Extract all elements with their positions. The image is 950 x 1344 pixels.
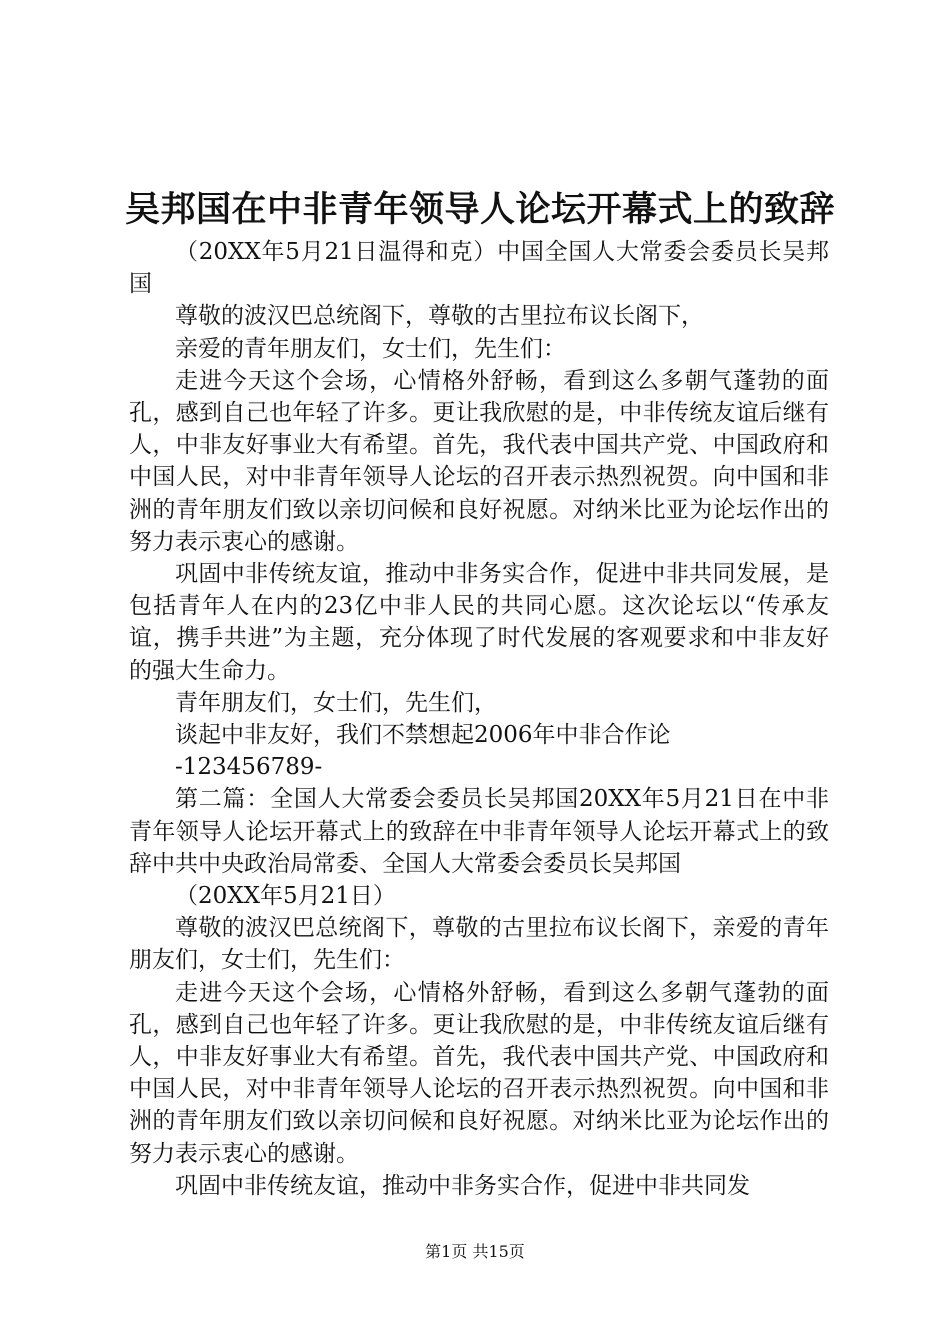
document-body: [129, 236, 829, 1202]
paragraph-second-opening: 走进今天这个会场，心情格外舒畅，看到这么多朝气蓬勃的面孔，感到自己也年轻了许多。更让我欣慰的是，中非传统友谊后继有人，中非友好事业大有希望。首先，我代表中国共产党、中国政府和中国人民，对中非青年领导人论坛的召开表示热烈祝贺。向中国和非洲的青年朋友们致以亲切问候和良好祝愿。对纳米比亚为论坛作出的努力表示衷心的感谢。: [129, 979, 829, 1167]
paragraph-salutation-2: 亲爱的青年朋友们，女士们，先生们：: [175, 335, 566, 362]
paragraph-number-line: -123456789-: [175, 754, 323, 781]
paragraph-address: 青年朋友们，女士们，先生们，: [175, 689, 497, 716]
paragraph-forum: 谈起中非友好，我们不禁想起2006年中非合作论: [175, 722, 671, 749]
paragraph-friendship: 巩固中非传统友谊，推动中非务实合作，促进中非共同发展，是包括青年人在内的23亿中非人民的共同心愿。这次论坛以“传承友谊，携手共进”为主题，充分体现了时代发展的客观要求和中非友好的强大生命力。: [129, 561, 829, 684]
paragraph-second-heading: 第二篇：全国人大常委会委员长吴邦国20XX年5月21日在中非青年领导人论坛开幕式上的致辞在中非青年领导人论坛开幕式上的致辞中共中央政治局常委、全国人大常委会委员长吴邦国: [129, 786, 829, 877]
paragraph-salutation-1: 尊敬的波汉巴总统阁下，尊敬的古里拉布议长阁下，: [175, 303, 704, 330]
paragraph-dateline: （20XX年5月21日温得和克）中国全国人大常委会委员长吴邦国: [129, 239, 829, 298]
paragraph-opening: 走进今天这个会场，心情格外舒畅，看到这么多朝气蓬勃的面孔，感到自己也年轻了许多。更让我欣慰的是，中非传统友谊后继有人，中非友好事业大有希望。首先，我代表中国共产党、中国政府和中国人民，对中非青年领导人论坛的召开表示热烈祝贺。向中国和非洲的青年朋友们致以亲切问候和良好祝愿。对纳米比亚为论坛作出的努力表示衷心的感谢。: [129, 367, 829, 555]
document-title: 吴邦国在中非青年领导人论坛开幕式上的致辞: [124, 189, 835, 230]
page-footer: 第1页 共15页: [425, 1242, 525, 1261]
paragraph-second-date: （20XX年5月21日）: [175, 883, 396, 910]
paragraph-second-salutation: 尊敬的波汉巴总统阁下，尊敬的古里拉布议长阁下，亲爱的青年朋友们，女士们，先生们：: [129, 915, 829, 974]
paragraph-second-friendship: 巩固中非传统友谊，推动中非务实合作，促进中非共同发: [175, 1172, 750, 1199]
